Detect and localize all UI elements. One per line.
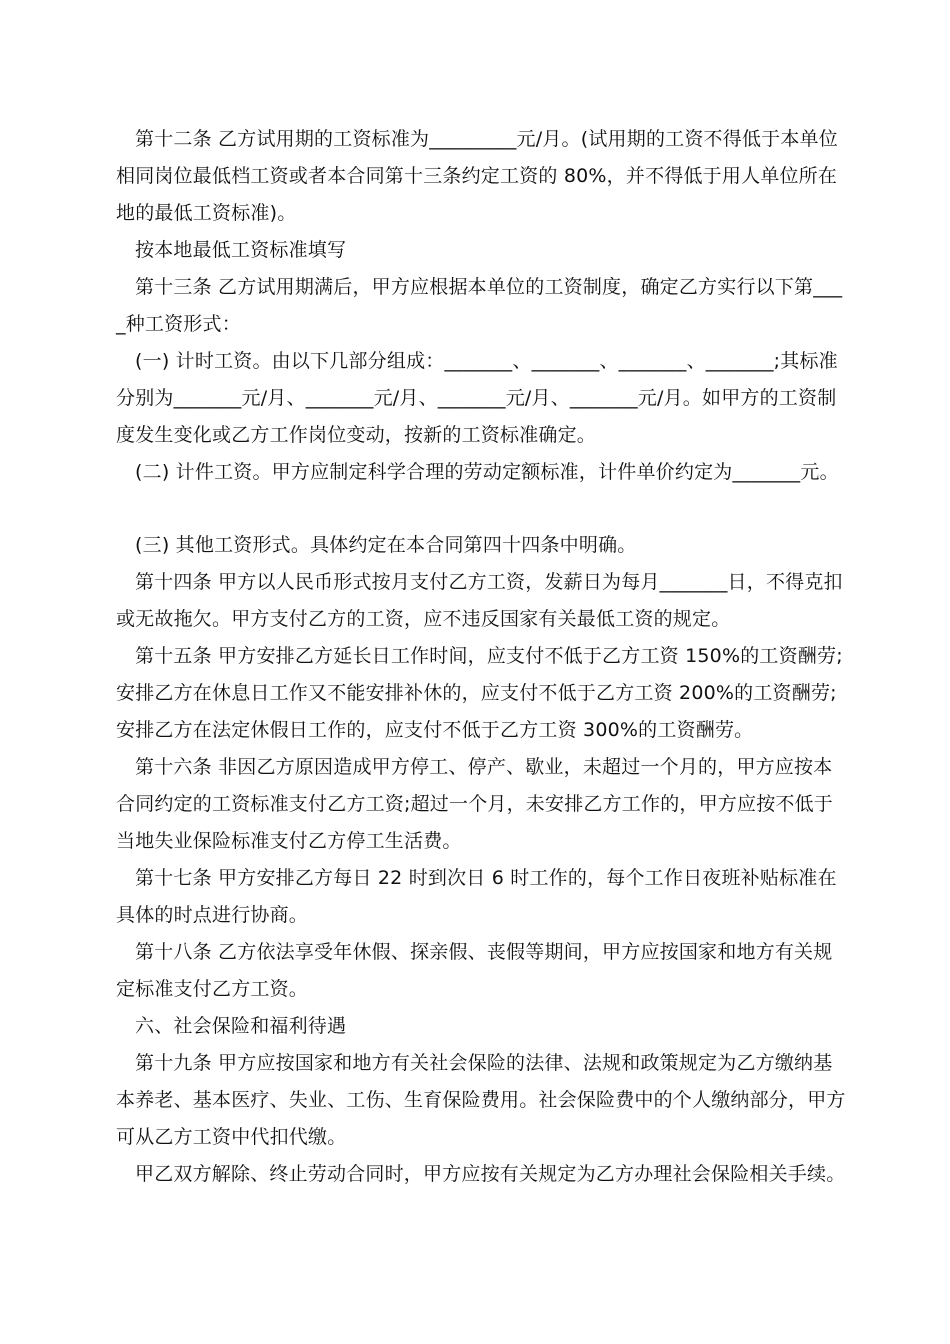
minimum-wage-note: 按本地最低工资标准填写 <box>135 239 347 261</box>
section-6-heading: 六、社会保险和福利待遇 <box>135 1015 347 1037</box>
article-16-paragraph: 第十六条 非因乙方原因造成甲方停工、停产、歇业，未超过一个月的，甲方应按本合同约定的工资标准支付乙方工资;超过一个月，未安排乙方工作的，甲方应按不低于当地失业保险标准支付乙方停工生活费。 <box>116 756 834 852</box>
article-19-paragraph: 第十九条 甲方应按国家和地方有关社会保险的法律、法规和政策规定为乙方缴纳基本养老、基本医疗、失业、工伤、生育保险费用。社会保险费中的个人缴纳部分，甲方可从乙方工资中代扣代缴。 <box>116 1052 846 1148</box>
article-13-paragraph: 第十三条 乙方试用期满后，甲方应根据本单位的工资制度，确定乙方实行以下第____种工资形式： <box>116 276 843 335</box>
piece-wage-paragraph: (二) 计件工资。甲方应制定科学合理的劳动定额标准，计件单价约定为_______元。 <box>135 461 839 483</box>
article-18-paragraph: 第十八条 乙方依法享受年休假、探亲假、丧假等期间，甲方应按国家和地方有关规定标准支付乙方工资。 <box>116 941 833 1000</box>
other-wage-paragraph: (三) 其他工资形式。具体约定在本合同第四十四条中明确。 <box>135 534 637 556</box>
time-wage-paragraph: (一) 计时工资。由以下几部分组成：_______、_______、_______、_______;其标准分别为_______元/月、_______元/月、_______元/月、_______元/月。如甲方的工资制度发生变化或乙方工作岗位变动，按新的工资标准确定。 <box>116 350 838 446</box>
document-body <box>116 121 846 1193</box>
article-12-paragraph: 第十二条 乙方试用期的工资标准为_________元/月。(试用期的工资不得低于本单位相同岗位最低档工资或者本合同第十三条约定工资的 80%，并不得低于用人单位所在地的最低工资标准)。 <box>116 128 838 224</box>
paragraph-gap <box>116 491 846 527</box>
article-14-paragraph: 第十四条 甲方以人民币形式按月支付乙方工资，发薪日为每月_______日，不得克扣或无故拖欠。甲方支付乙方的工资，应不违反国家有关最低工资的规定。 <box>116 571 843 630</box>
article-15-paragraph: 第十五条 甲方安排乙方延长日工作时间，应支付不低于乙方工资 150%的工资酬劳;安排乙方在休息日工作又不能安排补休的，应支付不低于乙方工资 200%的工资酬劳;安排乙方在法定休假日工作的，应支付不低于乙方工资 300%的工资酬劳。 <box>116 645 843 741</box>
termination-insurance-paragraph: 甲乙双方解除、终止劳动合同时，甲方应按有关规定为乙方办理社会保险相关手续。 <box>135 1163 846 1185</box>
article-17-paragraph: 第十七条 甲方安排乙方每日 22 时到次日 6 时工作的，每个工作日夜班补贴标准在具体的时点进行协商。 <box>116 867 837 926</box>
